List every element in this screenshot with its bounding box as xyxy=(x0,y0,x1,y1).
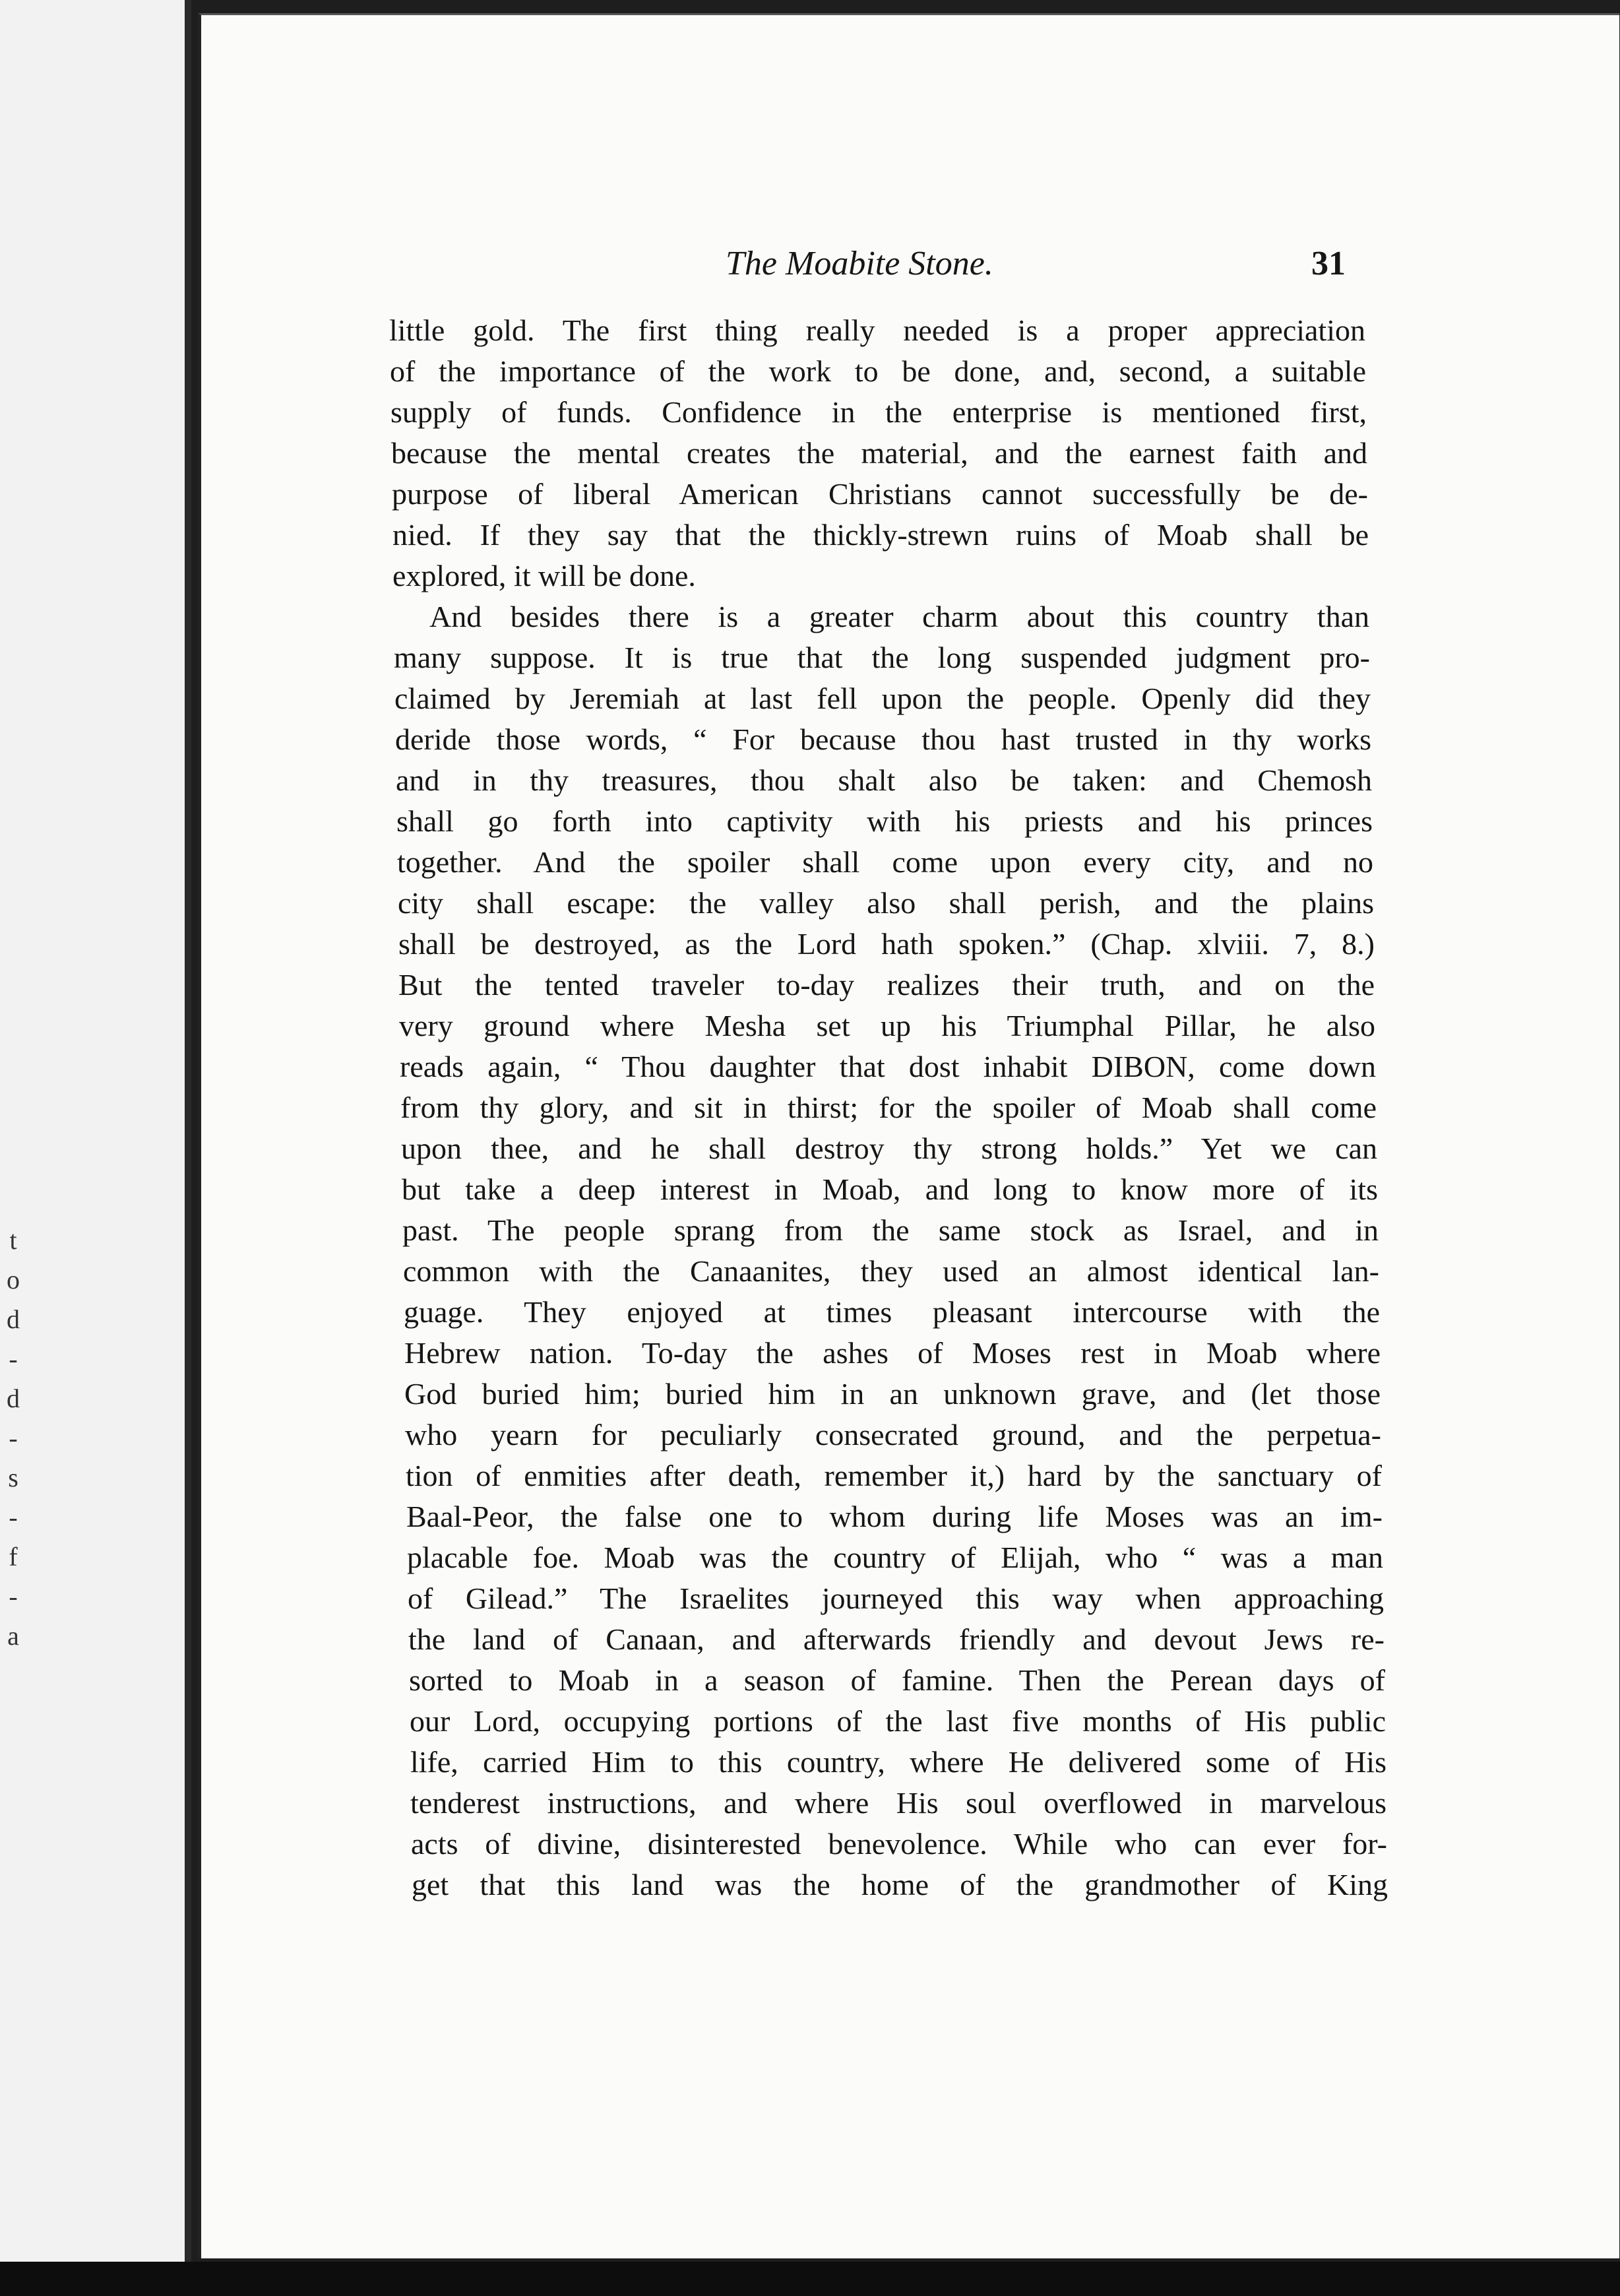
left-margin-fragments xyxy=(0,1221,26,1656)
margin-fragment: - xyxy=(9,1502,18,1532)
text-line: get that this land was the home of the grandmother of King xyxy=(412,1868,1388,1901)
margin-fragment: - xyxy=(9,1423,18,1453)
text-line: past. The people sprang from the same stock as Israel, and in xyxy=(402,1213,1379,1247)
text-line: upon thee, and he shall destroy thy strong holds.” Yet we can xyxy=(401,1132,1377,1165)
text-line: purpose of liberal American Christians cannot successfully be de- xyxy=(392,477,1368,511)
text-line: who yearn for peculiarly consecrated ground, and the perpetua- xyxy=(405,1418,1381,1451)
margin-fragment: - xyxy=(9,1344,18,1374)
text-line: And besides there is a greater charm about this country than xyxy=(429,600,1369,633)
left-page-edge xyxy=(0,0,191,2273)
margin-fragment: o xyxy=(7,1265,20,1294)
margin-fragment: s xyxy=(8,1463,18,1492)
text-line: explored, it will be done. xyxy=(392,559,696,592)
running-head xyxy=(726,241,1346,287)
margin-fragment: d xyxy=(7,1384,20,1413)
text-line: supply of funds. Confidence in the enterprise is mentioned first, xyxy=(390,395,1367,429)
text-line: tion of enmities after death, remember it,) hard by the sanctuary of xyxy=(406,1459,1382,1492)
text-line: of the importance of the work to be done, and, second, a suitable xyxy=(390,354,1366,388)
text-line: our Lord, occupying portions of the last five months of His public xyxy=(410,1704,1386,1738)
text-line: acts of divine, disinterested benevolence. While who can ever for- xyxy=(411,1827,1387,1861)
text-line: the land of Canaan, and afterwards friendly and devout Jews re- xyxy=(408,1622,1385,1656)
text-line: and in thy treasures, thou shalt also be taken: and Chemosh xyxy=(396,763,1372,797)
text-line: many suppose. It is true that the long suspended judgment pro- xyxy=(394,641,1370,674)
text-line: shall go forth into captivity with his priests and his princes xyxy=(396,804,1373,838)
text-line: God buried him; buried him in an unknown grave, and (let those xyxy=(404,1377,1381,1411)
text-line: common with the Canaanites, they used an almost identical lan- xyxy=(403,1254,1379,1288)
margin-fragment: t xyxy=(9,1225,17,1255)
text-line: from thy glory, and sit in thirst; for the spoiler of Moab shall come xyxy=(400,1091,1377,1124)
text-line: nied. If they say that the thickly-strewn ruins of Moab shall be xyxy=(392,518,1369,552)
margin-fragment: d xyxy=(7,1304,20,1334)
text-line: of Gilead.” The Israelites journeyed this way when approaching xyxy=(408,1581,1384,1615)
text-line: but take a deep interest in Moab, and long to know more of its xyxy=(402,1172,1378,1206)
text-line: very ground where Mesha set up his Triumphal Pillar, he also xyxy=(399,1009,1375,1042)
margin-fragment: f xyxy=(9,1542,18,1572)
text-line: reads again, “ Thou daughter that dost inhabit DIBON, come down xyxy=(400,1050,1376,1083)
running-title: The Moabite Stone. xyxy=(726,245,993,282)
body-text xyxy=(389,310,1388,1905)
margin-fragment: a xyxy=(7,1621,19,1651)
text-line: But the tented traveler to-day realizes their truth, and on the xyxy=(398,968,1375,1002)
text-line: shall be destroyed, as the Lord hath spoken.” (Chap. xlviii. 7, 8.) xyxy=(398,927,1375,961)
text-line: claimed by Jeremiah at last fell upon the people. Openly did they xyxy=(394,682,1371,715)
text-line: city shall escape: the valley also shall perish, and the plains xyxy=(398,886,1374,920)
text-line: deride those words, “ For because thou hast trusted in thy works xyxy=(395,722,1371,756)
text-line: placable foe. Moab was the country of Elijah, who “ was a man xyxy=(407,1541,1383,1574)
text-line: Baal-Peor, the false one to whom during life Moses was an im- xyxy=(406,1500,1383,1533)
text-line: guage. They enjoyed at times pleasant intercourse with the xyxy=(404,1295,1380,1329)
text-line: little gold. The first thing really needed is a proper appreciation xyxy=(389,313,1365,347)
scan-bottom-border xyxy=(0,2262,1620,2296)
text-line: sorted to Moab in a season of famine. Then the Perean days of xyxy=(409,1663,1385,1697)
page-number: 31 xyxy=(1311,245,1346,282)
text-line: life, carried Him to this country, where He delivered some of His xyxy=(410,1745,1386,1779)
margin-fragment: - xyxy=(9,1581,18,1611)
text-line: because the mental creates the material, and the earnest faith and xyxy=(391,436,1367,470)
text-line: together. And the spoiler shall come upon every city, and no xyxy=(397,845,1373,879)
text-line: tenderest instructions, and where His soul overflowed in marvelous xyxy=(410,1786,1386,1820)
text-line: Hebrew nation. To-day the ashes of Moses rest in Moab where xyxy=(404,1336,1381,1370)
